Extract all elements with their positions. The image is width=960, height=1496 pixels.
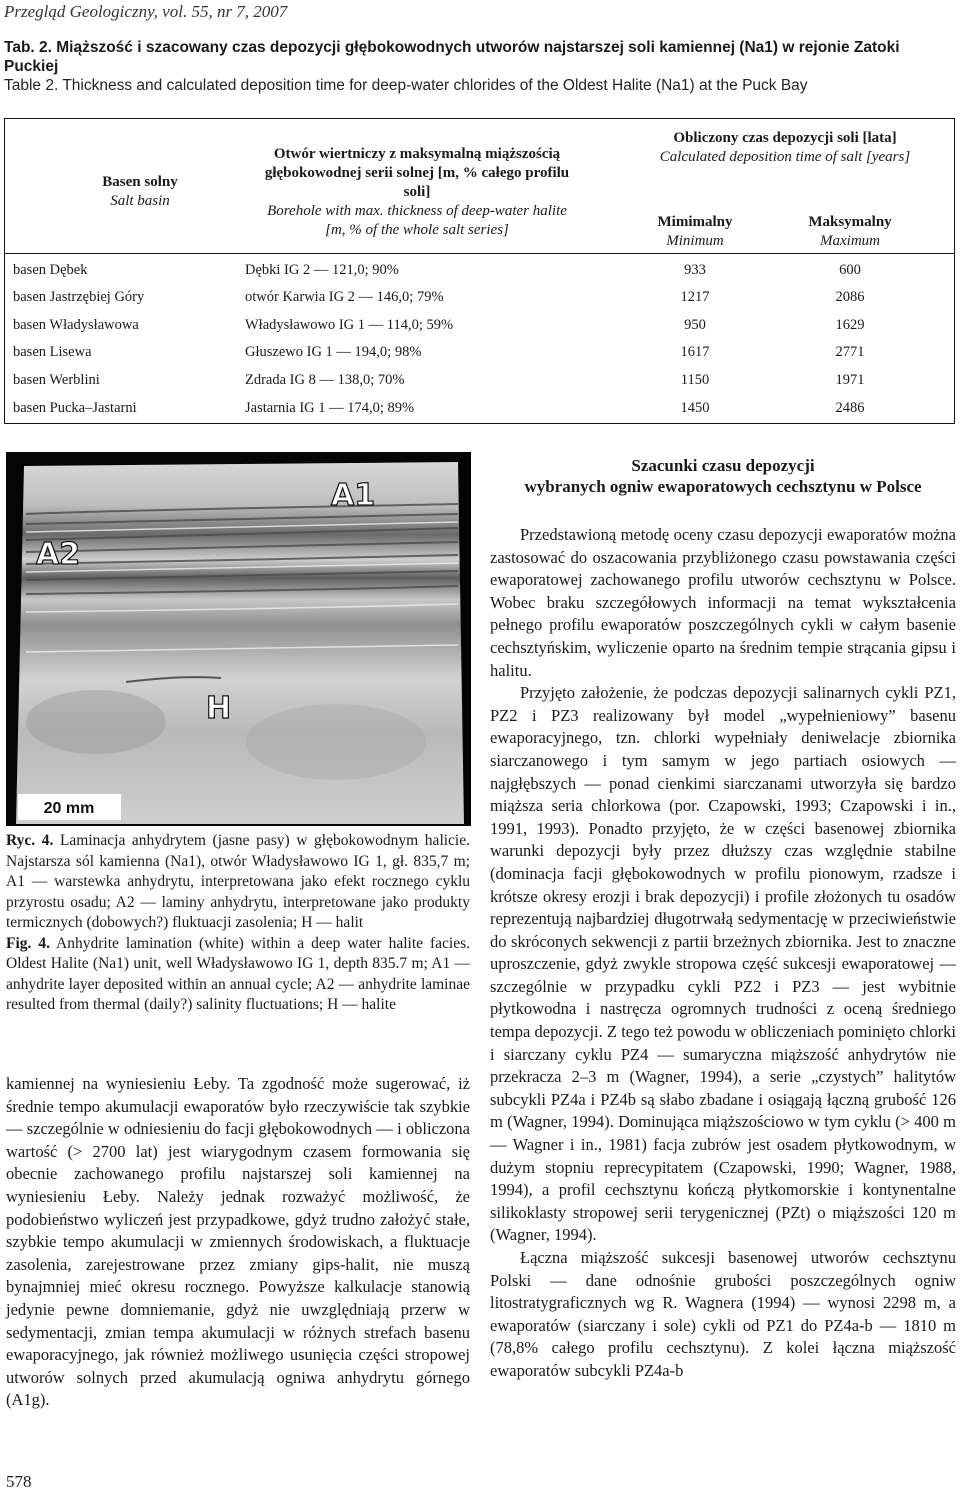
data-table [4, 118, 955, 424]
table-row [5, 400, 954, 427]
table-caption-pl: Tab. 2. Miąższość i szacowany czas depozycji głębokowodnych utworów najstarszej soli kamiennej (Na1) w rejonie Zatoki Puckiej [4, 39, 900, 75]
page-number: 578 [6, 1472, 32, 1491]
label-a1: A1 [331, 478, 376, 513]
scale-bar-label: 20 mm [43, 800, 95, 817]
label-h: H [206, 691, 232, 726]
cell-max: 1629 [835, 317, 865, 333]
header-basin [65, 173, 215, 211]
cell-max: 2771 [835, 344, 865, 360]
header-time [640, 129, 930, 167]
cell-min: 1217 [680, 289, 710, 305]
section-title [490, 455, 956, 497]
paragraph: Łączna miąższość sukcesji basenowej utworów cechsztynu Polski — dane odnośnie grubości poszczególnych ogniw litostratygraficznych wg R. Wagnera (1994) — wynosi 2298 m, a ewaporatów (siarczany i sole) cykli od PZ1 do PZ4a-b — 1810 m (78,8% całego profilu cechsztynu). Z kolei łączna miąższość ewaporatów subcykli PZ4a-b [490, 1248, 956, 1380]
left-column-text: kamiennej na wyniesieniu Łeby. Ta zgodność może sugerować, iż średnie tempo akumulacji ewaporatów było rzeczywiście tak szybkie — szczególnie w odniesieniu do facji głębokowodnych — i obliczona wartość (> 2700 lat) jest wiarygodnym czasem formowania się obecnie zachowanego profilu najstarszej soli kamiennej na wyniesieniu Łeby. Należy jednak rozważyć możliwość, że podobieństwo wyliczeń jest przypadkowe, gdyż trudno założyć stałe, szybkie tempo akumulacji w zmiennych środowiskach, a fluktuacje zasolenia, zarejestrowane przez zmiany gips-halit, nie muszą bynajmniej mieć okresu rocznego. Powyższe kalkulacje stanowią jedynie pewne domniemanie, gdyż nie uwzględniają przerw w sedymentacji, zmian tempa akumulacji w różnych strefach basenu ewaporacyjnego, jak również możliwego usunięcia części stropowej utworów solnych przed akumulacją ogniwa anhydrytu górnego (A1g). [6, 1074, 470, 1410]
cell-borehole: Głuszewo IG 1 — 194,0; 98% [245, 344, 422, 360]
header-basin-en: Salt basin [110, 193, 170, 209]
cell-min: 933 [684, 262, 706, 278]
core-photo-image [6, 452, 471, 826]
header-max [775, 213, 925, 251]
table-row [5, 372, 954, 399]
table-row [5, 289, 954, 316]
header-min-en: Minimum [666, 233, 724, 249]
cell-borehole: Zdrada IG 8 — 138,0; 70% [245, 372, 405, 388]
cell-basin: basen Władysławowa [13, 317, 139, 333]
journal-header: Przegląd Geologiczny, vol. 55, nr 7, 2007 [4, 2, 288, 21]
header-min-pl: Mimimalny [657, 214, 733, 230]
cell-basin: basen Dębek [13, 262, 88, 278]
figure-caption [6, 831, 470, 1016]
cell-min: 950 [684, 317, 706, 333]
caption-pl-label: Ryc. 4. [6, 832, 54, 849]
table-row [5, 317, 954, 344]
cell-max: 600 [839, 262, 861, 278]
header-min [620, 213, 770, 251]
header-borehole-pl: Otwór wiertniczy z maksymalną miąższością głębokowodnej serii solnej [m, % całego profilu soli] [264, 146, 570, 200]
cell-max: 2086 [835, 289, 865, 305]
cell-basin: basen Jastrzębiej Góry [13, 289, 145, 305]
cell-basin: basen Lisewa [13, 344, 92, 360]
table-row [5, 344, 954, 371]
header-time-pl: Obliczony czas depozycji soli [lata] [673, 130, 897, 146]
cell-min: 1150 [680, 372, 710, 388]
section-title-line2: wybranych ogniw ewaporatowych cechsztynu w Polsce [524, 477, 922, 496]
header-max-en: Maximum [820, 233, 880, 249]
paragraph: Przedstawioną metodę oceny czasu depozycji ewaporatów można zastosować do oszacowania przybliżonego czasu powstawania części ewaporatowej zachowanego profilu utworów cechsztynu w Polsce. Wobec braku szczegółowych informacji na temat wykształcenia pełnego profilu ewaporatów poszczególnych cykli w całym basenie cechsztyńskim, wyliczenie oparto na średnim tempie strącania gipsu i halitu. [490, 525, 956, 680]
table-row [5, 262, 954, 289]
header-basin-pl: Basen solny [102, 174, 178, 190]
cell-max: 2486 [835, 400, 865, 416]
label-a2: A2 [36, 537, 81, 572]
cell-basin: basen Pucka–Jastarni [13, 400, 137, 416]
section-title-line1: Szacunki czasu depozycji [631, 456, 815, 475]
paragraph: Przyjęto założenie, że podczas depozycji salinarnych cykli PZ1, PZ2 i PZ3 realizowany był model „wypełnieniowy” basenu ewaporacyjnego, tzn. chlorki wypełniały deniwelacje zbiornika siarczanowego i tym samym w jego partiach osiowych — najgłębszych — ponad cienkimi siarczanami utworzyła się bardzo miąższa seria chlorkowa (por. Czapowski, 1993; Czapowski i in., 1991, 1993). Ponadto przyjęto, że w części basenowej zbiornika warunki depozycji były przez dłuższy czas względnie stabilne (dominacja facji głębokowodnych w profilu pionowym, rzadsze i krótsze okresy erozji i brak depozycji) i profile złożonych tu osadów reprezentują najbardziej długotrwałą sedymentację w przeciwieństwie do skróconych sekwencji z partii brzeżnych zbiornika. Jest to znaczne uproszczenie, gdyż zwykle stropowa część sukcesji ewaporatowej — szczególnie w przypadku cykli PZ2 i PZ3 — jest wybitnie płytkowodna i nastręcza ogromnych trudności z oceną średniego tempa depozycji. Z tego też powodu w obliczeniach pominięto chlorki i siarczany cyklu PZ4 — sumaryczna miąższość anhydrytów nie przekracza 2–3 m (Wagner, 1994), a serie „czystych” halitytów subcykli PZ4a i PZ4b są słabo zbadane i osiągają łączną grubość 126 m (Wagner, 1994). Dominująca miąższościowo w tym cyklu (> 400 m — Wagner i in., 1981) facja zubrów jest osadem płytkowodnym, w dużym stopniu reprecypitatem (Czapowski, 1990; Wagner, 1988, 1994), a profil cechsztynu kończą płytkomorskie i kontynentalne silikoklasty stropowej serii terygenicznej (PZt) o miąższości 120 m (Wagner, 1994). [490, 683, 956, 1245]
right-column-text [490, 524, 956, 1383]
cell-borehole: otwór Karwia IG 2 — 146,0; 79% [245, 289, 444, 305]
table-caption-en: Table 2. Thickness and calculated deposition time for deep-water chlorides of the Oldest Halite (Na1) at the Puck Bay [4, 77, 808, 94]
table-caption [4, 38, 954, 95]
cell-max: 1971 [835, 372, 865, 388]
header-max-pl: Maksymalny [808, 214, 892, 230]
cell-borehole: Dębki IG 2 — 121,0; 90% [245, 262, 399, 278]
header-divider [5, 253, 954, 254]
cell-basin: basen Werblini [13, 372, 100, 388]
header-borehole [257, 145, 577, 240]
cell-borehole: Jastarnia IG 1 — 174,0; 89% [245, 400, 415, 416]
caption-pl-text: Laminacja anhydrytem (jasne pasy) w głębokowodnym halicie. Najstarsza sól kamienna (Na1), otwór Władysławowo IG 1, gł. 835,7 m; A1 — warstewka anhydrytu, interpretowana jako efekt rocznego cyklu przyrostu osadu; A2 — laminy anhydrytu, interpretowane jako produkty termicznych (dobowych?) fluktuacji zasolenia; H — halit [6, 832, 470, 931]
cell-min: 1450 [680, 400, 710, 416]
core-photo [6, 452, 471, 826]
header-borehole-en: Borehole with max. thickness of deep-water halite [m, % of the whole salt series] [267, 203, 567, 238]
caption-en-label: Fig. 4. [6, 934, 50, 952]
header-time-en: Calculated deposition time of salt [years] [659, 149, 911, 165]
cell-min: 1617 [680, 344, 710, 360]
cell-borehole: Władysławowo IG 1 — 114,0; 59% [245, 317, 454, 333]
caption-en-text: Anhydrite lamination (white) within a deep water halite facies. Oldest Halite (Na1) unit, well Władysławowo IG 1, depth 835.7 m; A1 — anhydrite layer deposited within an annual cycle; A2 — anhydrite laminae resulted from thermal (daily?) salinity fluctuations; H — halite [6, 934, 470, 1013]
